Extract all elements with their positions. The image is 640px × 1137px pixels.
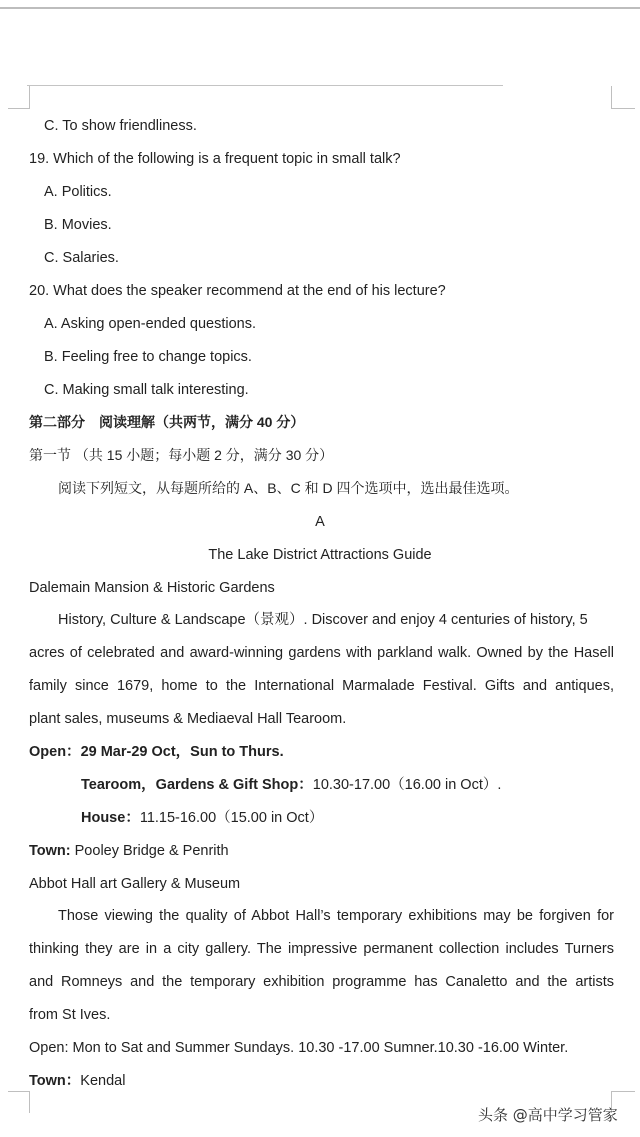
part2-title: 第二部分 阅读理解（共两节，满分 40 分） <box>29 414 305 430</box>
top-divider <box>0 7 640 9</box>
attraction1-desc-line3: family since 1679, home to the International Marmalade Festival. Gifts and antiques, <box>29 678 614 694</box>
attraction2-desc-line2: thinking they are in a city gallery. The impressive permanent collection includes Turners <box>29 941 614 957</box>
q19-question: 19. Which of the following is a frequent topic in small talk? <box>29 151 401 167</box>
attraction1-name: Dalemain Mansion & Historic Gardens <box>29 580 275 596</box>
open-label: Open： <box>29 744 81 760</box>
q20-option-c: C. Making small talk interesting. <box>44 382 249 398</box>
crop-mark-top-left <box>8 86 30 109</box>
attraction2-desc-line1: Those viewing the quality of Abbot Hall’s temporary exhibitions may be forgiven for <box>58 908 614 924</box>
attraction1-tearoom-hours <box>81 775 640 795</box>
crop-mark-top-right <box>611 86 635 109</box>
attraction2-desc-line3: and Romneys and the temporary exhibition programme has Canaletto and the artists <box>29 974 614 990</box>
attraction2-open: Open: Mon to Sat and Summer Sundays. 10.30 -17.00 Sumner.10.30 -16.00 Winter. <box>29 1040 569 1056</box>
house-label: House： <box>81 810 140 826</box>
attraction2-town <box>29 1071 614 1091</box>
town-label: Town: <box>29 843 71 859</box>
house-value: 11.15-16.00（15.00 in Oct） <box>139 810 324 826</box>
attraction1-desc-line1: History, Culture & Landscape（景观）. Discover and enjoy 4 centuries of history, 5 <box>58 612 588 628</box>
open-value: 29 Mar-29 Oct，Sun to Thurs. <box>80 744 284 760</box>
section1-heading: 第一节 （共 15 小题；每小题 2 分，满分 30 分） <box>29 447 334 463</box>
attraction1-open <box>29 742 614 762</box>
q18-option-c: C. To show friendliness. <box>44 118 197 134</box>
q20-question: 20. What does the speaker recommend at the end of his lecture? <box>29 283 446 299</box>
attraction2-desc-line4: from St Ives. <box>29 1007 111 1023</box>
q19-option-c: C. Salaries. <box>44 250 119 266</box>
q19-option-b: B. Movies. <box>44 217 112 233</box>
tearoom-value: 10.30-17.00（16.00 in Oct）. <box>312 777 502 793</box>
page-header-rule <box>27 85 503 86</box>
attraction2-name: Abbot Hall art Gallery & Museum <box>29 876 241 892</box>
watermark: 头条 @高中学习管家 <box>478 1106 618 1124</box>
attraction1-town <box>29 841 614 861</box>
town-value: Pooley Bridge & Penrith <box>70 843 229 859</box>
q20-option-a: A. Asking open-ended questions. <box>44 316 257 332</box>
tearoom-label: Tearoom，Gardens & Gift Shop： <box>81 777 313 793</box>
town-label: Town： <box>29 1073 81 1089</box>
reading-instruction: 阅读下列短文，从每题所给的 A、B、C 和 D 四个选项中，选出最佳选项。 <box>58 480 519 496</box>
passage-title: The Lake District Attractions Guide <box>208 547 432 563</box>
town-value: Kendal <box>80 1073 126 1089</box>
q19-option-a: A. Politics. <box>44 184 112 200</box>
attraction1-desc-line2: acres of celebrated and award-winning gardens with parkland walk. Owned by the Hasell <box>29 645 614 661</box>
passage-letter: A <box>315 514 325 530</box>
q20-option-b: B. Feeling free to change topics. <box>44 349 252 365</box>
attraction1-house-hours <box>81 808 640 828</box>
attraction1-desc-line4: plant sales, museums & Mediaeval Hall Tearoom. <box>29 711 347 727</box>
crop-mark-bottom-left <box>8 1091 30 1113</box>
